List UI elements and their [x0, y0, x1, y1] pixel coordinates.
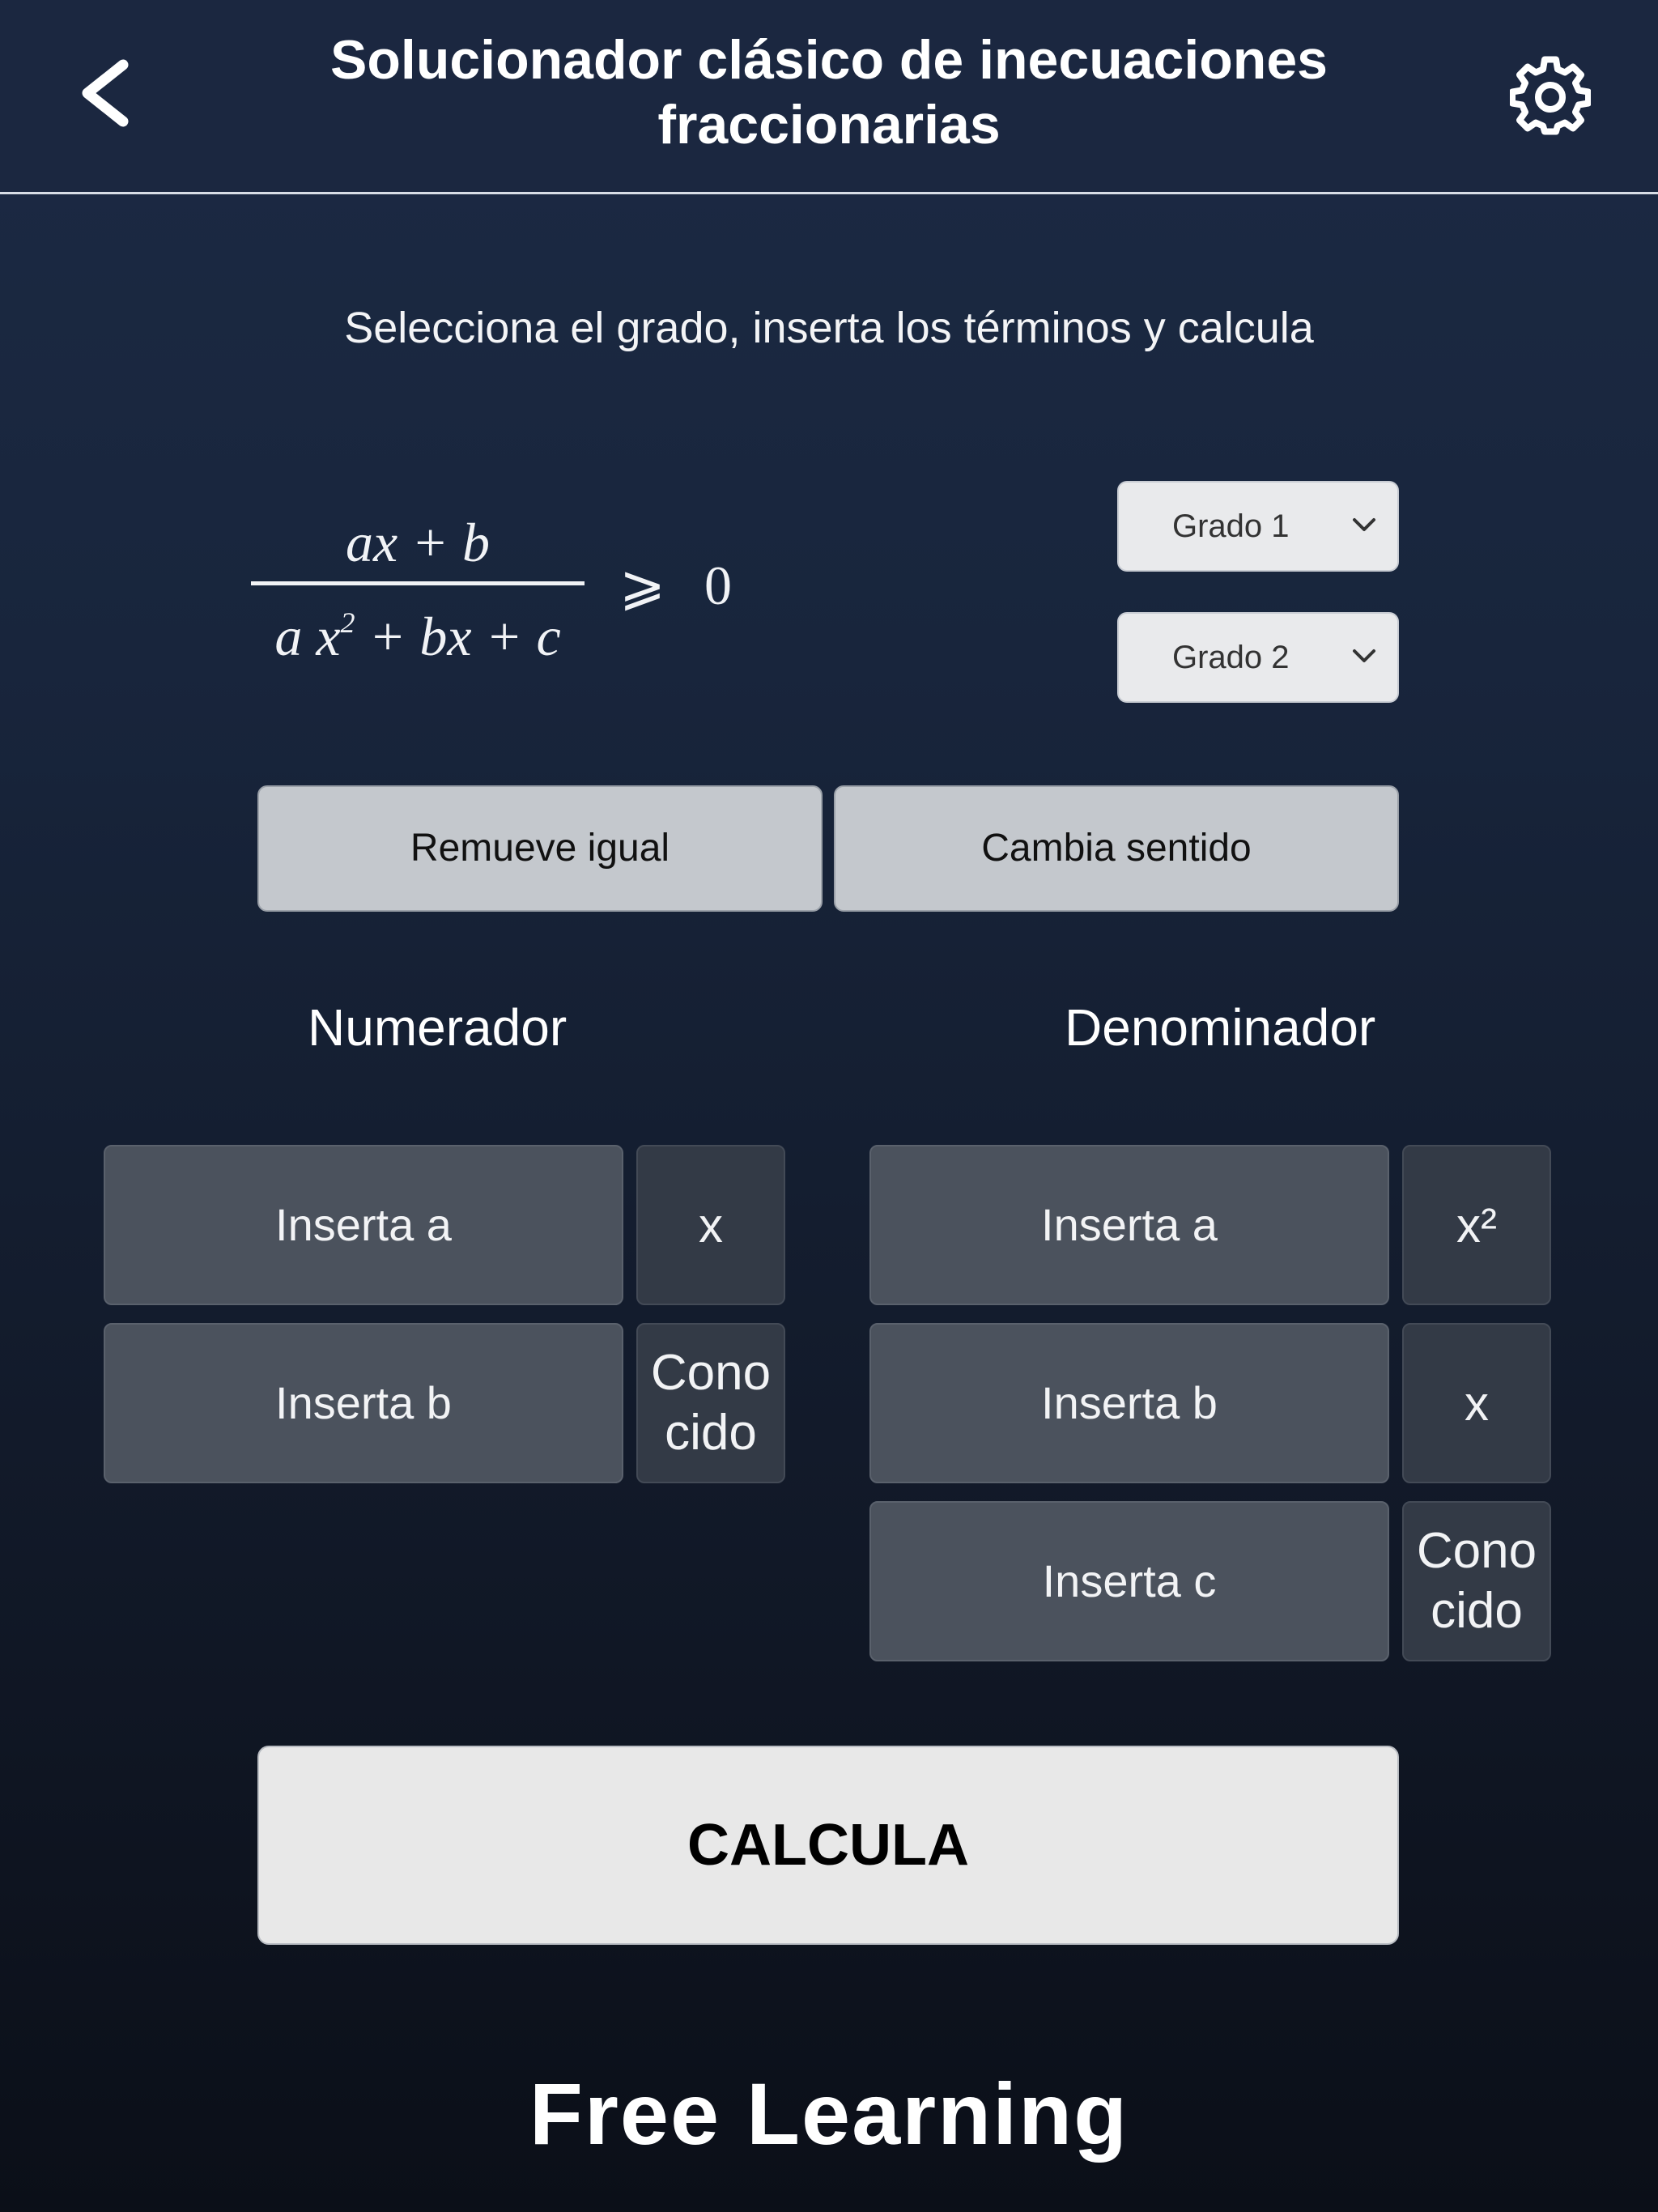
numerator-term-x: x — [636, 1145, 785, 1305]
relation-symbol: ⩾ — [619, 555, 665, 616]
chevron-left-icon — [73, 49, 146, 138]
numerator-term-constant: Cono cido — [636, 1323, 785, 1483]
right-hand-side: 0 — [704, 555, 732, 616]
change-direction-button[interactable]: Cambia sentido — [834, 785, 1399, 912]
numerator-degree-value: Grado 1 — [1172, 508, 1290, 544]
formula-fraction — [251, 510, 585, 667]
denominator-term-constant: Cono cido — [1402, 1501, 1551, 1661]
free-learning-logo: Free Learning — [529, 2065, 1129, 2163]
denominator-rest: + bx + c — [355, 606, 561, 667]
numerator-insert-b-button[interactable]: Inserta b — [104, 1323, 623, 1483]
instruction-text: Selecciona el grado, inserta los términos y calcula — [344, 304, 1314, 352]
remove-equal-button[interactable]: Remueve igual — [257, 785, 823, 912]
denominator-insert-a-button[interactable]: Inserta a — [869, 1145, 1389, 1305]
denominator-a-term: a x — [274, 606, 341, 667]
denominator-degree-select[interactable] — [1117, 612, 1399, 703]
inequality-formula — [251, 510, 737, 672]
numerator-title: Numerador — [308, 998, 568, 1057]
gear-icon — [1510, 55, 1591, 136]
denominator-insert-c-button[interactable]: Inserta c — [869, 1501, 1389, 1661]
app-header — [0, 0, 1658, 194]
back-button[interactable] — [73, 49, 146, 138]
fraction-bar — [251, 581, 585, 585]
denominator-insert-b-button[interactable]: Inserta b — [869, 1323, 1389, 1483]
settings-button[interactable] — [1510, 55, 1591, 136]
denominator-exponent: 2 — [340, 606, 355, 639]
denominator-term-x: x — [1402, 1323, 1551, 1483]
denominator-title: Denominador — [1065, 998, 1376, 1057]
chevron-down-icon — [1350, 646, 1378, 666]
denominator-term-x-squared: x² — [1402, 1145, 1551, 1305]
denominator-degree-value: Grado 2 — [1172, 640, 1290, 675]
calculate-button[interactable]: CALCULA — [257, 1746, 1399, 1945]
chevron-down-icon — [1350, 515, 1378, 534]
formula-denominator — [251, 590, 585, 667]
formula-numerator: ax + b — [345, 512, 491, 573]
numerator-insert-a-button[interactable]: Inserta a — [104, 1145, 623, 1305]
numerator-degree-select[interactable] — [1117, 481, 1399, 572]
page-title: Solucionador clásico de inecuaciones fraccionarias — [330, 29, 1328, 155]
